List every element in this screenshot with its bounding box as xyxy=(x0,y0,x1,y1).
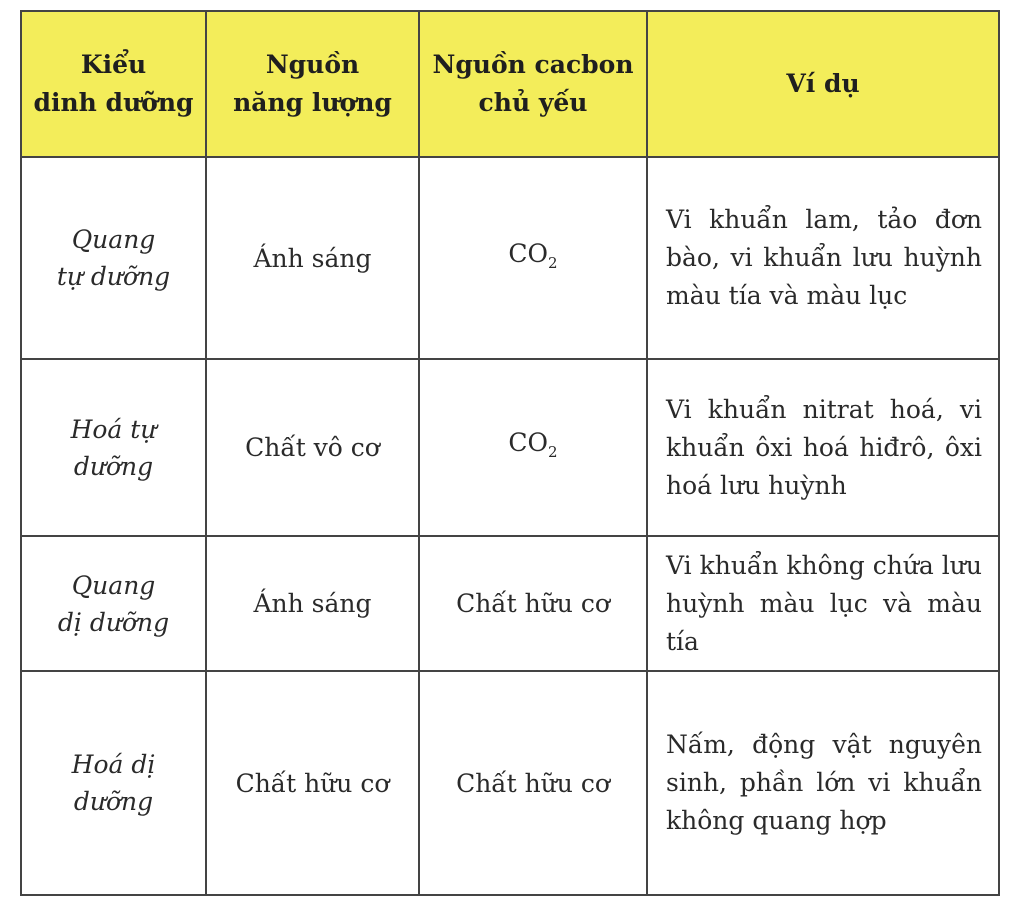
table-row xyxy=(21,157,999,359)
cell-carbon-source xyxy=(419,157,647,359)
cell-nutrition-type xyxy=(21,359,206,536)
cell-energy-source: Ánh sáng xyxy=(206,536,419,671)
header-energy-source xyxy=(206,11,419,157)
type-line: Hoá dị dưỡng xyxy=(71,750,156,816)
cell-carbon-source xyxy=(419,359,647,536)
carbon-subscript: 2 xyxy=(548,443,558,461)
header-line: năng lượng xyxy=(233,88,392,117)
table-row xyxy=(21,359,999,536)
carbon-formula: CO xyxy=(508,428,549,457)
header-line: Nguồn xyxy=(265,50,360,79)
table-header xyxy=(21,11,999,157)
cell-energy-source: Chất vô cơ xyxy=(206,359,419,536)
type-line: dị dưỡng xyxy=(57,607,170,637)
header-line: Ví dụ xyxy=(786,69,860,98)
type-line: tự dưỡng xyxy=(56,262,171,291)
table-body xyxy=(21,157,999,895)
cell-example: Vi khuẩn lam, tảo đơn bào, vi khuẩn lưu huỳnh màu tía và màu lục xyxy=(647,157,999,359)
header-carbon-source xyxy=(419,11,647,157)
header-examples xyxy=(647,11,999,157)
type-line: Quang xyxy=(71,570,156,600)
cell-nutrition-type xyxy=(21,671,206,895)
nutrition-types-table-container xyxy=(20,10,998,894)
nutrition-types-table xyxy=(20,10,1000,896)
carbon-formula: CO xyxy=(508,238,549,268)
header-nutrition-type xyxy=(21,11,206,157)
cell-example: Nấm, động vật nguyên sinh, phần lớn vi khuẩn không quang hợp xyxy=(647,671,999,895)
header-line: chủ yếu xyxy=(478,88,588,117)
cell-energy-source: Chất hữu cơ xyxy=(206,671,419,895)
cell-example: Vi khuẩn nitrat hoá, vi khuẩn ôxi hoá hiđrô, ôxi hoá lưu huỳnh xyxy=(647,359,999,536)
header-row xyxy=(21,11,999,157)
cell-energy-source: Ánh sáng xyxy=(206,157,419,359)
cell-example: Vi khuẩn không chứa lưu huỳnh màu lục và màu tía xyxy=(647,536,999,671)
type-line: Hoá tự dưỡng xyxy=(70,414,157,481)
header-line: dinh dưỡng xyxy=(33,88,194,117)
header-line: Kiểu xyxy=(80,50,147,79)
table-row xyxy=(21,536,999,671)
carbon-subscript: 2 xyxy=(548,253,558,272)
cell-nutrition-type xyxy=(21,157,206,359)
type-line: Quang xyxy=(71,225,156,254)
table-row xyxy=(21,671,999,895)
cell-carbon-source: Chất hữu cơ xyxy=(419,536,647,671)
cell-nutrition-type xyxy=(21,536,206,671)
header-line: Nguồn cacbon xyxy=(432,50,634,79)
cell-carbon-source: Chất hữu cơ xyxy=(419,671,647,895)
